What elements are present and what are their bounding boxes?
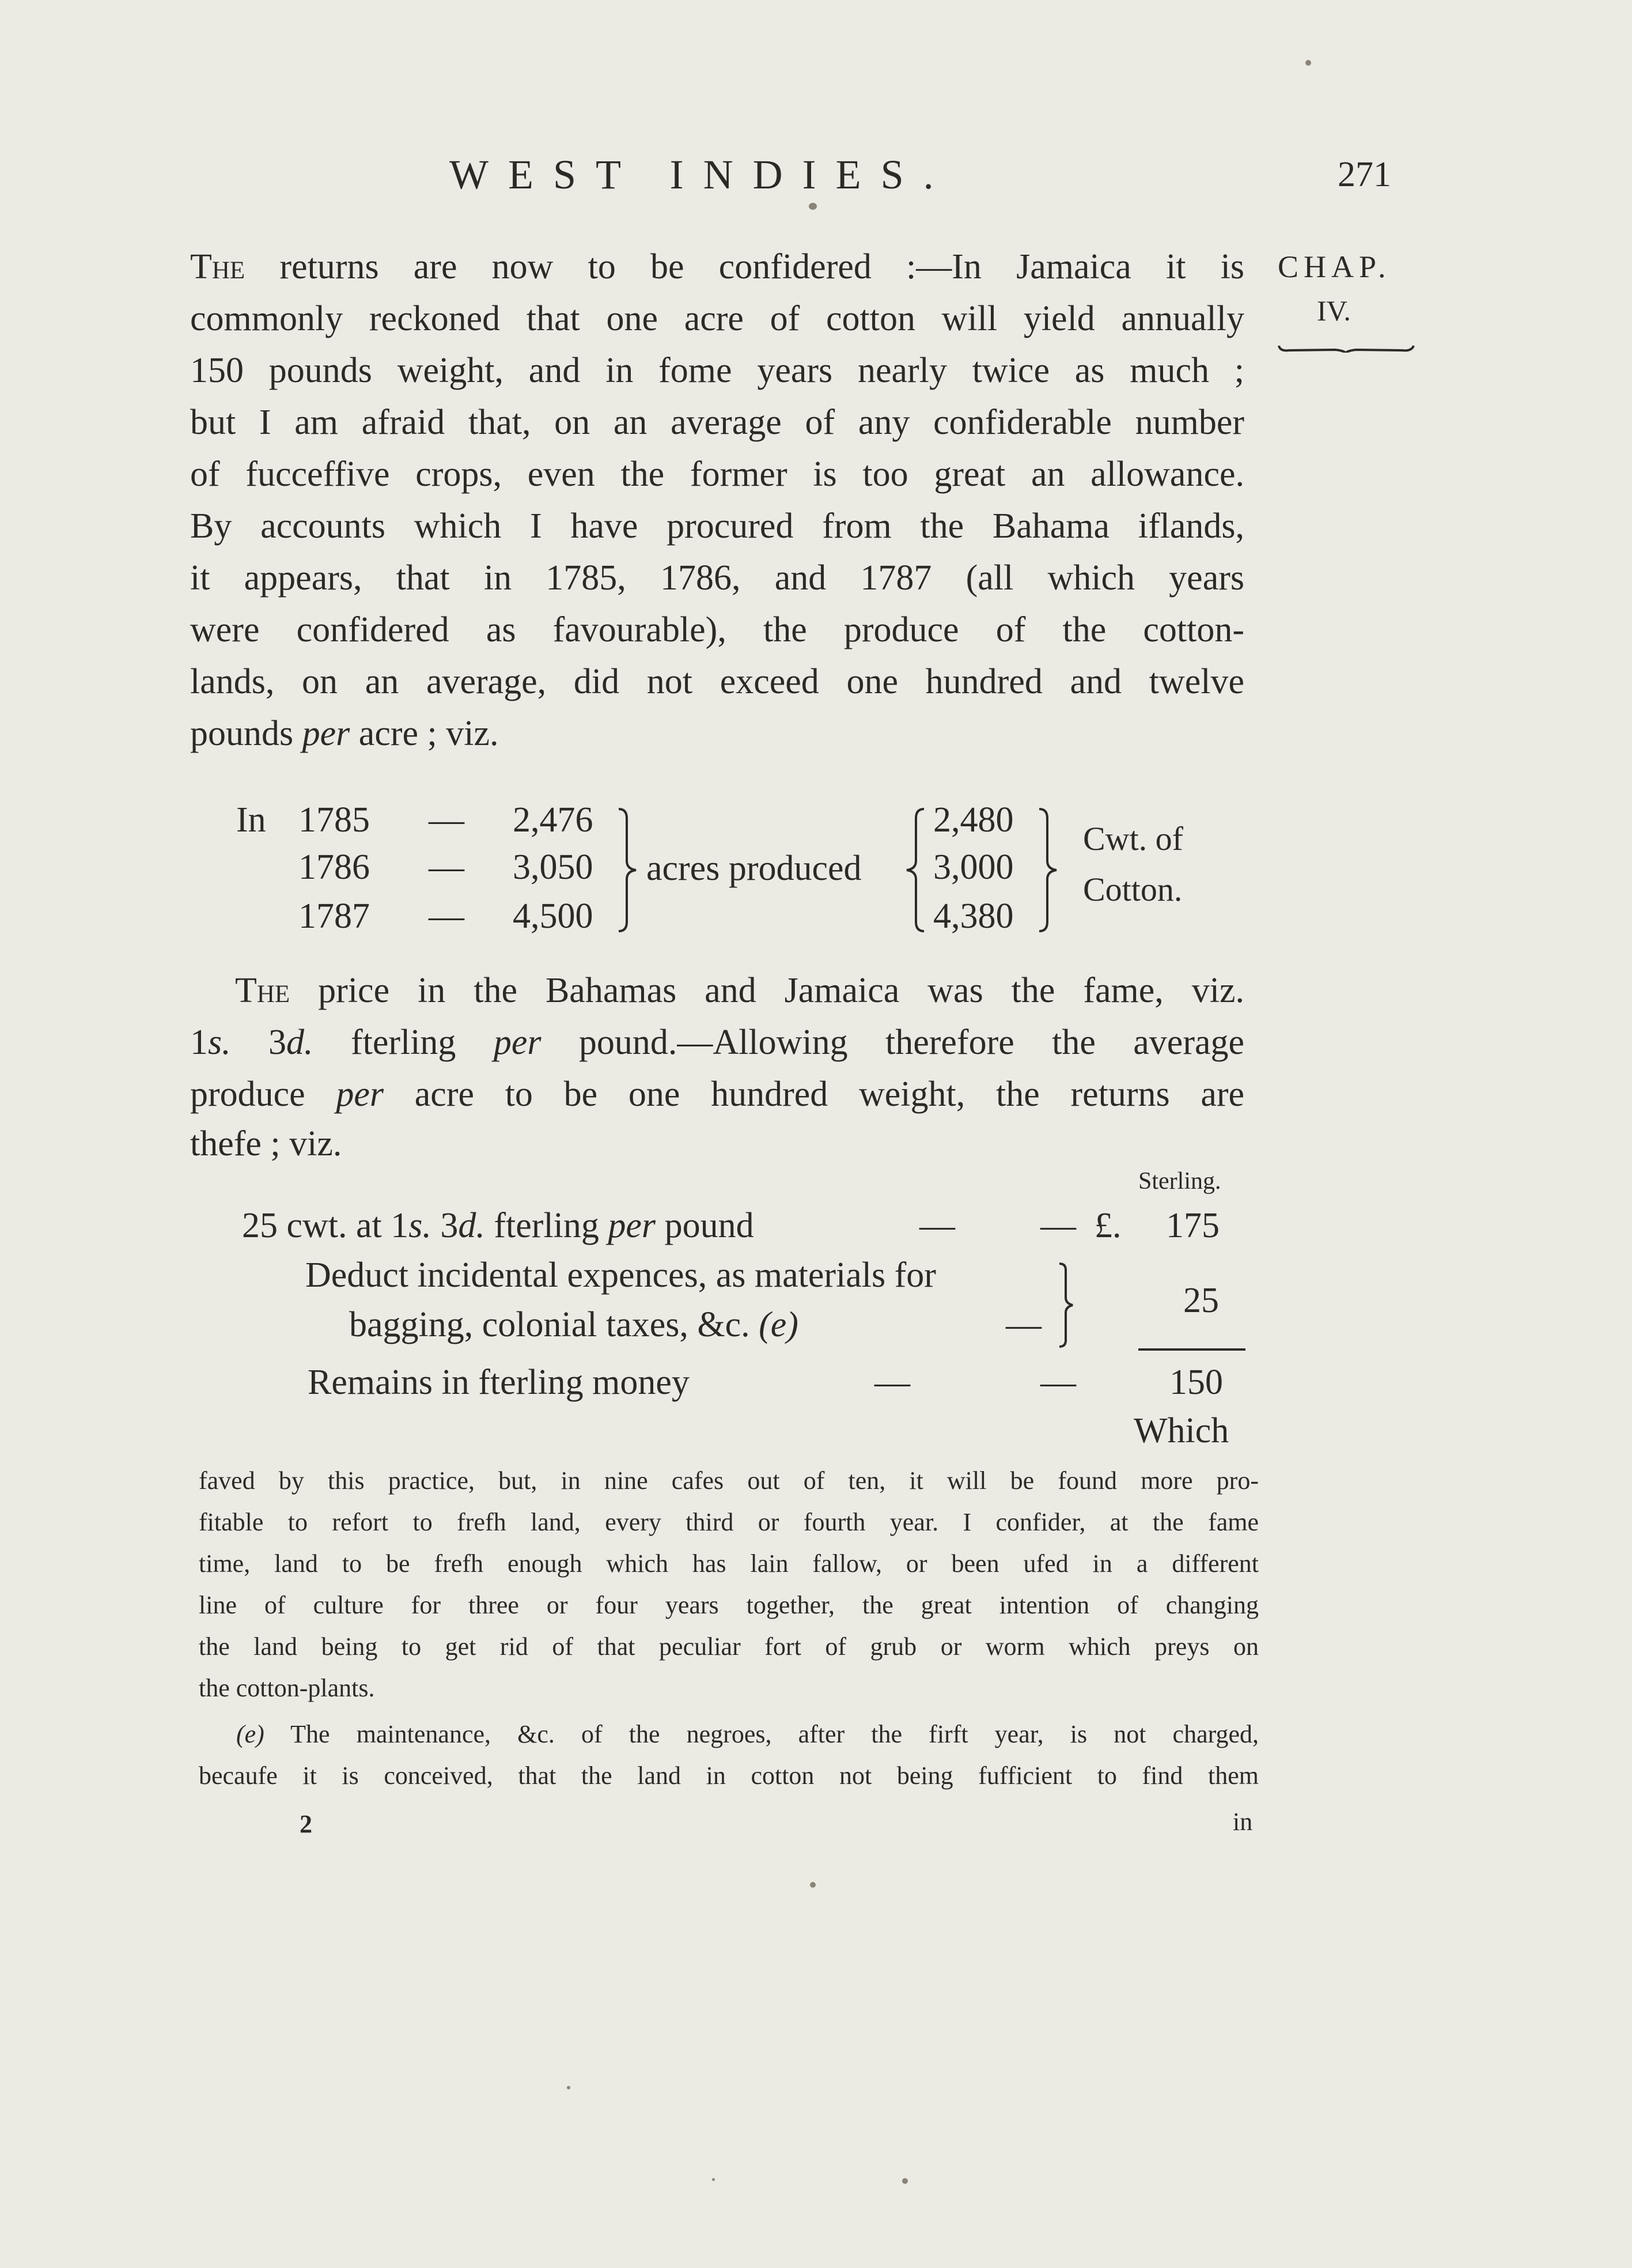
- returns-row-2-line-2: bagging, colonial taxes, &c. (e): [349, 1305, 798, 1344]
- produce-dash-2: —: [429, 848, 464, 887]
- margin-brace-ornament: [1278, 345, 1415, 353]
- footnote-e-line-2: becaufe it is conceived, that the land in cotton not being fufficient to find them: [199, 1762, 1259, 1790]
- produce-year-1787: 1787: [298, 897, 370, 936]
- para1-line-5: of fucceffive crops, even the former is too great an allowance.: [190, 455, 1244, 494]
- returns-row-3-value: 150: [1169, 1363, 1223, 1402]
- footnote-line-4: line of culture for three or four years together, the great intention of changing: [199, 1591, 1259, 1619]
- paper-speck: [902, 2178, 908, 2184]
- returns-row-2-dash: —: [1006, 1305, 1042, 1344]
- returns-row-1-label: 25 cwt. at 1s. 3d. fterling per pound: [242, 1206, 754, 1245]
- para2-lead: The: [235, 971, 290, 1010]
- footnote-line-6: the cotton-plants.: [199, 1674, 375, 1702]
- produce-year-1785: 1785: [298, 800, 370, 840]
- returns-row-3-dash-2: —: [1040, 1363, 1076, 1402]
- produce-acres-1786: 3,050: [513, 848, 593, 887]
- para1-line-4: but I am afraid that, on an average of any confiderable number: [190, 403, 1244, 442]
- margin-chapter-number: IV.: [1317, 294, 1351, 327]
- para2-line-4: thefe ; viz.: [190, 1124, 342, 1163]
- returns-row-3-label: Remains in fterling money: [308, 1363, 690, 1402]
- catchword-top: Which: [1134, 1411, 1229, 1450]
- produce-cwt-1785: 2,480: [933, 800, 1014, 840]
- para2-line-1: The price in the Bahamas and Jamaica was the fame, viz.: [235, 971, 1244, 1010]
- para1-line-8: were confidered as favourable), the produce of the cotton-: [190, 610, 1244, 649]
- returns-row-3-dash-1: —: [874, 1363, 910, 1402]
- produce-dash-3: —: [429, 897, 464, 936]
- brace-right-1: [616, 807, 639, 933]
- returns-pound-sign: £.: [1095, 1206, 1122, 1245]
- produce-cwt-1787: 4,380: [933, 897, 1014, 936]
- para1-line-9: lands, on an average, did not exceed one hundred and twelve: [190, 662, 1244, 701]
- paper-speck: [810, 1882, 816, 1888]
- produce-right-label-2: Cotton.: [1083, 871, 1183, 908]
- footnote-e-mark: (e): [236, 1720, 264, 1748]
- produce-acres-1785: 2,476: [513, 800, 593, 840]
- para1-line-3: 150 pounds weight, and in fome years nearly twice as much ;: [190, 351, 1244, 390]
- brace-right-3: [1037, 807, 1060, 933]
- produce-mid-label: acres produced: [646, 849, 862, 888]
- returns-row-1-dash-1: —: [919, 1206, 955, 1245]
- produce-cwt-1786: 3,000: [933, 848, 1014, 887]
- para1-line-1: The returns are now to be confidered :—In Jamaica it is: [190, 247, 1244, 286]
- brace-left-2: [903, 807, 926, 933]
- signature-mark: 2: [300, 1810, 312, 1838]
- produce-right-label-1: Cwt. of: [1083, 820, 1183, 857]
- footnote-line-3: time, land to be frefh enough which has lain fallow, or been ufed in a different: [199, 1549, 1259, 1578]
- para1-line-10: pounds per acre ; viz.: [190, 714, 499, 753]
- paper-speck: [809, 203, 817, 210]
- footnote-line-5: the land being to get rid of that peculiar fort of grub or worm which preys on: [199, 1632, 1259, 1661]
- margin-chapter-label: CHAP.: [1278, 250, 1391, 284]
- paper-speck: [712, 2178, 715, 2181]
- returns-row-1-dash-2: —: [1040, 1206, 1076, 1245]
- returns-row-1-value: 175: [1166, 1206, 1220, 1245]
- page-number: 271: [1338, 155, 1391, 194]
- produce-year-1786: 1786: [298, 848, 370, 887]
- para1-line-7: it appears, that in 1785, 1786, and 1787 (all which years: [190, 558, 1244, 598]
- footnote-line-2: fitable to refort to frefh land, every third or fourth year. I confider, at the fame: [199, 1508, 1259, 1536]
- sum-rule: [1138, 1348, 1245, 1351]
- returns-row-2-value: 25: [1183, 1281, 1219, 1320]
- para2-line-3: produce per acre to be one hundred weight, the returns are: [190, 1075, 1244, 1114]
- footnote-e-line-1: (e) The maintenance, &c. of the negroes, after the firft year, is not charged,: [236, 1720, 1259, 1748]
- produce-in-label: In: [236, 800, 266, 840]
- produce-acres-1787: 4,500: [513, 897, 593, 936]
- returns-brace: [1058, 1262, 1075, 1348]
- paper-speck: [1305, 60, 1311, 66]
- footnote-line-1: faved by this practice, but, in nine cafes out of ten, it will be found more pro-: [199, 1466, 1259, 1495]
- para2-line-2: 1s. 3d. fterling per pound.—Allowing therefore the average: [190, 1023, 1245, 1062]
- para1-lead: The: [190, 247, 245, 286]
- produce-dash-1: —: [429, 800, 464, 840]
- running-head: WEST INDIES.: [449, 152, 953, 198]
- returns-row-2-line-1: Deduct incidental expences, as materials for: [305, 1256, 936, 1295]
- sterling-header: Sterling.: [1138, 1168, 1221, 1195]
- para1-line-6: By accounts which I have procured from the Bahama iflands,: [190, 506, 1244, 546]
- paper-speck: [567, 2086, 570, 2089]
- catchword-bottom: in: [1233, 1808, 1253, 1836]
- para1-line-2: commonly reckoned that one acre of cotton will yield annually: [190, 299, 1244, 338]
